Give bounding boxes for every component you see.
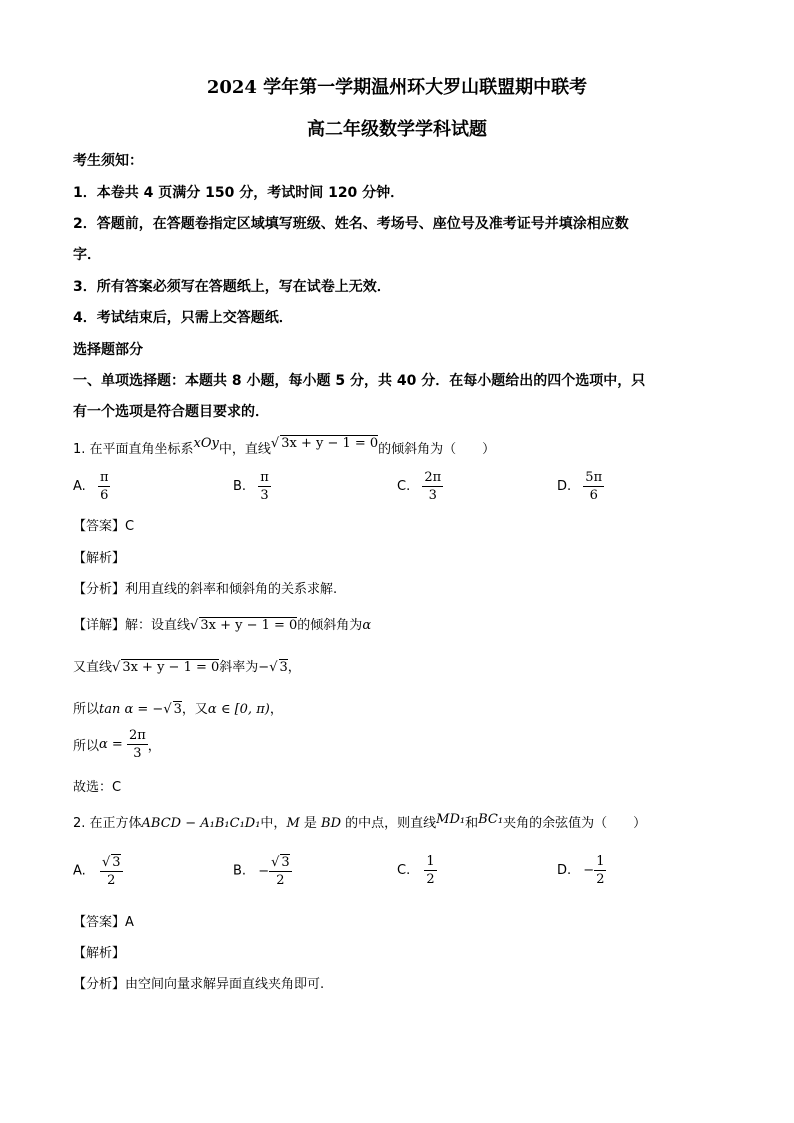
option-fraction: $\frac{2\pi}{3}$ — [424, 470, 442, 503]
notice-item-2: 2．答题前，在答题卷指定区域填写班级、姓名、考场号、座位号及准考证号并填涂相应数 — [73, 216, 629, 232]
step-punct: ， — [287, 660, 301, 675]
q1-option-b — [233, 470, 271, 503]
q2-line-bc1: BC₁ — [478, 812, 504, 827]
result-fraction: $\frac{2\pi}{3}$ — [128, 728, 146, 761]
notice-item-2-cont: 字． — [73, 247, 101, 263]
option-letter: D. — [557, 479, 572, 494]
q1-stem-text-2: 中，直线 — [218, 442, 271, 457]
q1-step-tan — [73, 698, 283, 717]
q2-fenxi — [73, 973, 324, 992]
option-letter: C. — [397, 479, 411, 494]
tan-sqrt: √ 3 — [163, 702, 182, 717]
fenxi-text: 由空间向量求解异面直线夹角即可. — [125, 977, 325, 992]
fenxi-label: 【分析】 — [73, 582, 126, 597]
option-letter: C. — [397, 863, 411, 878]
option-letter: B. — [233, 479, 247, 494]
exam-title: 2024 学年第一学期温州环大罗山联盟期中联考 — [206, 77, 588, 98]
detail-line-equation: √ 3x + y − 1 = 0 — [190, 618, 298, 633]
option-fraction: $\frac{√ 3}{2}$ — [101, 855, 121, 888]
notice-item-4: 4．考试结束后，只需上交答题纸． — [73, 310, 293, 326]
q2-stem-text-5: 和 — [465, 816, 479, 831]
detail-label: 【详解】 — [73, 618, 126, 633]
alpha-equals: α = — [99, 737, 123, 752]
q2-analysis-label: 【解析】 — [73, 946, 126, 961]
q1-analysis-label: 【解析】 — [73, 551, 126, 566]
q1-fenxi — [73, 578, 337, 597]
q2-stem-text-4: 的中点，则直线 — [341, 816, 437, 831]
fenxi-text: 利用直线的斜率和倾斜角的关系求解. — [125, 582, 338, 597]
option-letter: D. — [557, 863, 572, 878]
section-label: 选择题部分 — [73, 342, 143, 358]
q1-stem-text-3: 的倾斜角为（ ） — [378, 442, 496, 457]
answer-value: C — [125, 519, 135, 534]
step-text-2: ，又 — [181, 702, 208, 717]
q2-stem-text-6: 夹角的余弦值为（ ） — [503, 816, 647, 831]
q2-segment-bd: BD — [321, 816, 341, 831]
q2-option-d — [557, 854, 606, 887]
option-fraction: $\frac{\pi}{3}$ — [260, 470, 269, 503]
detail-text: 解：设直线 — [125, 618, 191, 633]
q2-stem-text-2: 中， — [260, 816, 287, 831]
q1-stem — [73, 438, 495, 457]
q2-point-m: M — [286, 816, 300, 831]
notice-heading: 考生须知： — [73, 153, 143, 169]
step-text-2: 斜率为 — [219, 660, 259, 675]
step-sign: − — [258, 660, 270, 675]
q1-conclusion: 故选：C — [73, 780, 122, 795]
option-letter: A. — [73, 479, 86, 494]
q2-option-a — [73, 854, 123, 888]
option-fraction: $\frac{\pi}{6}$ — [99, 470, 109, 503]
option-fraction: $\frac{√ 3}{2}$ — [271, 855, 290, 888]
option-sign: − — [258, 863, 270, 879]
q1-stem-text: 1. 在平面直角坐标系 — [73, 442, 194, 457]
q1-line-equation: √ 3x + y − 1 = 0 — [270, 436, 379, 451]
detail-text-2: 的倾斜角为 — [297, 618, 363, 633]
q1-option-c — [397, 470, 443, 503]
step-punct: ， — [269, 702, 283, 717]
step-sqrt: √ 3 — [269, 660, 288, 675]
q1-answer — [73, 515, 134, 534]
q1-option-d — [557, 470, 604, 503]
answer-label: 【答案】 — [73, 915, 126, 930]
tan-expression: tan α = − — [99, 702, 164, 717]
q2-line-md1: MD₁ — [436, 812, 466, 827]
q2-stem-text-3: 是 — [299, 816, 322, 831]
answer-label: 【答案】 — [73, 519, 126, 534]
q2-stem — [73, 812, 646, 831]
step-text: 所以 — [73, 702, 100, 717]
q2-answer — [73, 911, 134, 930]
answer-value: A — [125, 915, 134, 930]
notice-item-1: 1．本卷共 4 页满分 150 分，考试时间 120 分钟． — [73, 185, 405, 201]
q1-detail — [73, 614, 371, 633]
notice-item-3: 3．所有答案必须写在答题纸上，写在试卷上无效． — [73, 279, 391, 295]
part-one-heading-cont: 有一个选项是符合题目要求的． — [73, 404, 269, 420]
q2-stem-text: 2. 在正方体 — [73, 816, 142, 831]
q2-cube: ABCD − A₁B₁C₁D₁ — [141, 816, 261, 831]
option-sign: − — [583, 863, 595, 878]
option-fraction: $\frac{1}{2}$ — [596, 854, 605, 887]
part-one-heading: 一、单项选择题：本题共 8 小题，每小题 5 分，共 40 分．在每小题给出的四个选项中，只 — [73, 373, 646, 389]
step-line-equation: √ 3x + y − 1 = 0 — [112, 660, 220, 675]
q1-step-result — [73, 728, 161, 761]
step-text: 所以 — [73, 739, 100, 754]
fenxi-label: 【分析】 — [73, 977, 126, 992]
option-fraction: $\frac{5\pi}{6}$ — [585, 470, 603, 503]
q2-option-c — [397, 854, 437, 887]
exam-subtitle: 高二年级数学学科试题 — [307, 119, 487, 140]
alpha-symbol: α — [362, 618, 372, 633]
step-punct: ， — [147, 739, 161, 754]
alpha-range: α ∈ [0, π) — [207, 702, 270, 717]
q1-coord-system: xOy — [193, 436, 219, 451]
q1-step-slope — [73, 656, 301, 675]
option-letter: B. — [233, 863, 247, 879]
step-text: 又直线 — [73, 660, 113, 675]
option-letter: A. — [73, 863, 86, 879]
option-fraction: $\frac{1}{2}$ — [426, 854, 435, 887]
q2-option-b — [233, 854, 292, 888]
q1-option-a — [73, 470, 110, 503]
